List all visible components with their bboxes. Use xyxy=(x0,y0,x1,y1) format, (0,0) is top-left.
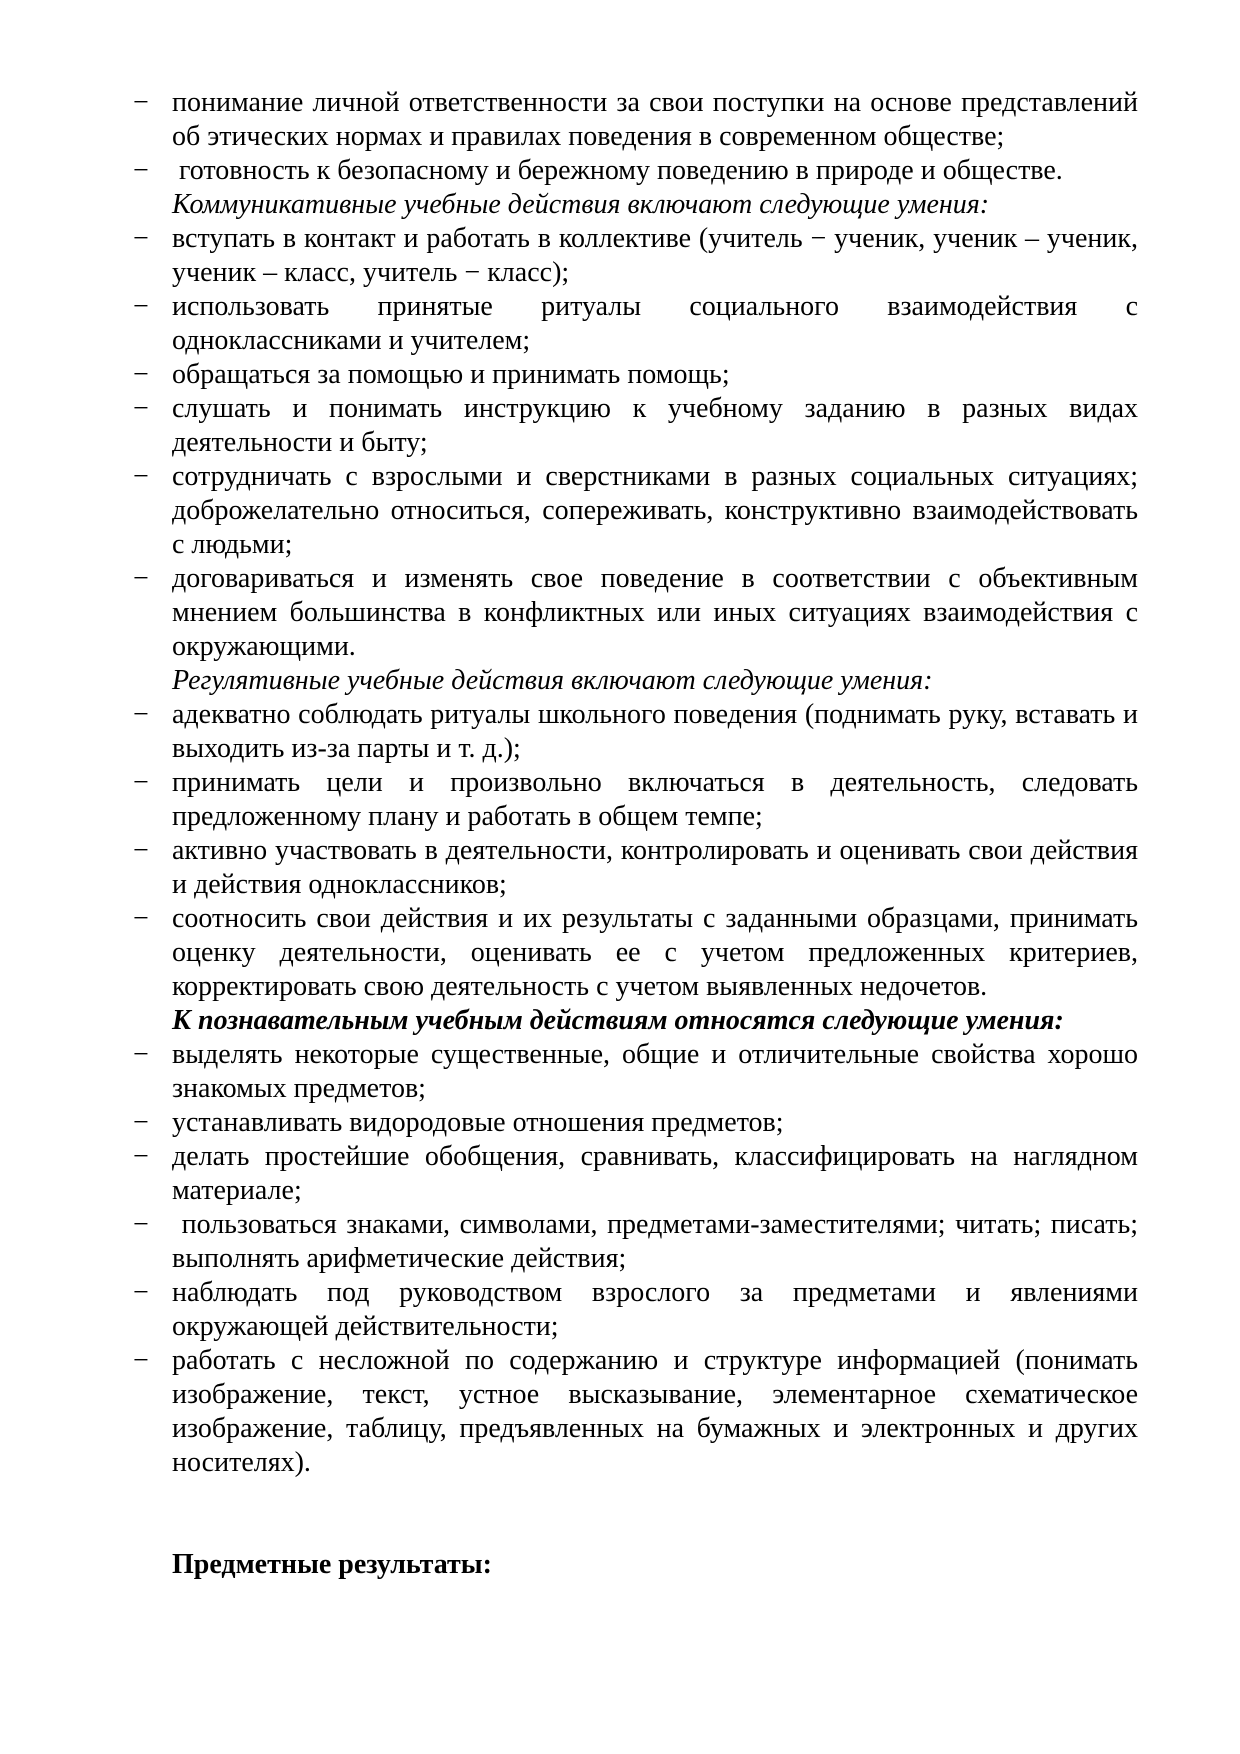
dash-bullet-icon: − xyxy=(133,155,149,186)
list-item xyxy=(133,154,1138,188)
list-item-text: готовность к безопасному и бережному поведению в природе и обществе. xyxy=(172,155,1063,186)
dash-bullet-icon: − xyxy=(133,1107,149,1138)
list-item xyxy=(133,1276,1145,1344)
dash-bullet-icon: − xyxy=(133,223,149,254)
list-item-text: сотрудничать с взрослыми и сверстниками в разных социальных ситуациях; доброжелательно относиться, сопереживать, конструктивно взаимодействовать с людьми; xyxy=(172,461,1145,560)
list-item-text: адекватно соблюдать ритуалы школьного поведения (поднимать руку, вставать и выходить из-за парты и т. д.); xyxy=(172,699,1145,764)
list-item-text: вступать в контакт и работать в коллективе (учитель − ученик, ученик – ученик, ученик – класс, учитель − класс); xyxy=(172,223,1145,288)
list-item-text: слушать и понимать инструкцию к учебному заданию в разных видах деятельности и быту; xyxy=(172,393,1145,458)
list-item xyxy=(133,1038,1145,1106)
dash-bullet-icon: − xyxy=(133,767,149,798)
dash-bullet-icon: − xyxy=(133,1039,149,1070)
dash-bullet-icon: − xyxy=(133,87,149,118)
list-item-text: понимание личной ответственности за свои поступки на основе представлений об этических нормах и правилах поведения в современном обществе; xyxy=(172,87,1145,152)
dash-bullet-icon: − xyxy=(133,1345,149,1376)
section-heading: Коммуникативные учебные действия включают следующие умения: xyxy=(172,189,990,220)
list-item xyxy=(133,902,1145,1004)
list-item-text: пользоваться знаками, символами, предметами-заместителями; читать; писать; выполнять арифметические действия; xyxy=(172,1209,1146,1274)
list-item xyxy=(133,562,1145,664)
list-item xyxy=(133,766,1145,834)
dash-bullet-icon: − xyxy=(133,393,149,424)
list-item xyxy=(133,222,1145,290)
list-item xyxy=(133,358,1138,392)
section-heading: Предметные результаты: xyxy=(172,1549,492,1580)
dash-bullet-icon: − xyxy=(133,461,149,492)
list-item xyxy=(133,1344,1145,1480)
list-item xyxy=(133,834,1145,902)
document-content xyxy=(133,86,1146,1582)
dash-bullet-icon: − xyxy=(133,359,149,390)
section-heading: К познавательным учебным действиям относятся следующие умения: xyxy=(172,1005,1064,1036)
list-item xyxy=(133,392,1145,460)
list-item-text: договариваться и изменять свое поведение в соответствии с объективным мнением большинства в конфликтных или иных ситуациях взаимодействия с окружающими. xyxy=(172,563,1145,662)
dash-bullet-icon: − xyxy=(133,903,149,934)
dash-bullet-icon: − xyxy=(133,835,149,866)
list-item xyxy=(133,698,1145,766)
dash-bullet-icon: − xyxy=(133,1141,149,1172)
dash-bullet-icon: − xyxy=(133,291,149,322)
list-item xyxy=(133,460,1145,562)
list-item-text: принимать цели и произвольно включаться в деятельность, следовать предложенному плану и работать в общем темпе; xyxy=(172,767,1145,832)
list-item-text: выделять некоторые существенные, общие и отличительные свойства хорошо знакомых предметов; xyxy=(172,1039,1145,1104)
section-heading: Регулятивные учебные действия включают следующие умения: xyxy=(172,665,933,696)
dash-bullet-icon: − xyxy=(133,1277,149,1308)
dash-bullet-icon: − xyxy=(133,563,149,594)
list-item-text: делать простейшие обобщения, сравнивать, классифицировать на наглядном материале; xyxy=(172,1141,1145,1206)
list-item-text: наблюдать под руководством взрослого за предметами и явлениями окружающей действительности; xyxy=(172,1277,1145,1342)
dash-bullet-icon: − xyxy=(133,1209,149,1240)
list-item-text: обращаться за помощью и принимать помощь; xyxy=(172,359,730,390)
dash-bullet-icon: − xyxy=(133,699,149,730)
list-item xyxy=(133,290,1145,358)
list-item-text: устанавливать видородовые отношения предметов; xyxy=(172,1107,784,1138)
list-item-text: соотносить свои действия и их результаты с заданными образцами, принимать оценку деятельности, оценивать ее с учетом предложенных критериев, корректировать свою деятельность с учетом выявленных недочетов. xyxy=(172,903,1145,1002)
list-item xyxy=(133,1208,1146,1276)
list-item xyxy=(133,1106,1138,1140)
list-item xyxy=(133,1140,1145,1208)
list-item-text: использовать принятые ритуалы социального взаимодействия с одноклассниками и учителем; xyxy=(172,291,1145,356)
list-item-text: активно участвовать в деятельности, контролировать и оценивать свои действия и действия одноклассников; xyxy=(172,835,1145,900)
list-item xyxy=(133,86,1145,154)
list-item-text: работать с несложной по содержанию и структуре информацией (понимать изображение, текст, устное высказывание, элементарное схематическое изображение, таблицу, предъявленных на бумажных и электронных и других носителях). xyxy=(172,1345,1145,1478)
